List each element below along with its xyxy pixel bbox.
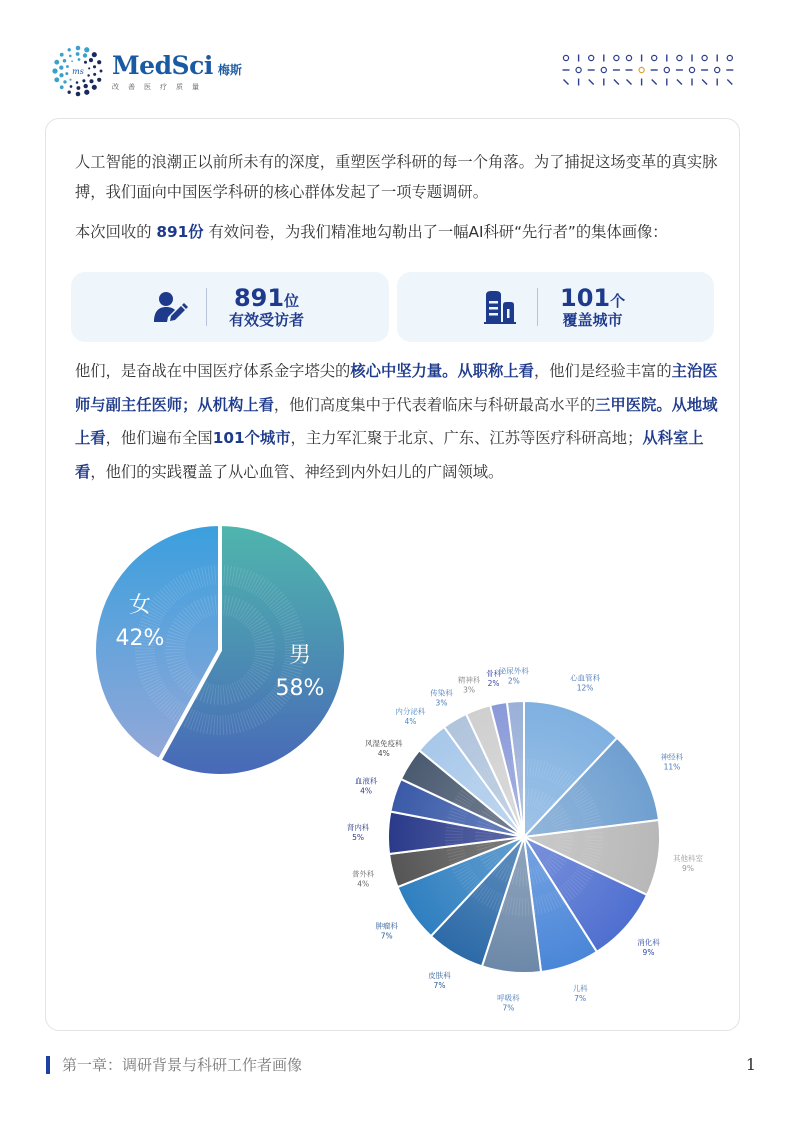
pie-percent: 9% [682,864,694,873]
department-pie-chart [330,666,730,1013]
chapter-title: 第一章：调研背景与科研工作者画像 [62,1056,303,1074]
pie-label: 消化科 [637,937,660,947]
page-header [0,0,793,110]
pie-label: 精神科 [457,675,481,685]
logo-slogan: 改善医疗质量 [112,82,208,91]
pie-percent: 5% [352,832,365,842]
stat-card-respondents: 891位 有效受访者 [71,272,389,342]
pie-label: 风湿免疫科 [365,739,403,749]
stat-label: 有效受访者 [229,311,305,329]
stat-label: 覆盖城市 [562,311,623,329]
highlight-text: 从科室上看 [75,429,704,481]
pie-percent: 12% [576,683,594,693]
highlight-text: 三甲医院。从地域上看 [75,395,718,447]
pie-label: 血液科 [354,776,378,786]
pie-label: 肿瘤科 [375,921,398,931]
user-edit-icon [151,289,187,325]
stat-number: 101 [560,284,611,312]
highlight-text: 主治医师与副主任医师；从机构上看 [75,362,718,414]
pie-percent: 42% [115,626,165,651]
binary-pattern-decoration [562,52,737,92]
pie-label: 骨科 [486,668,502,678]
pie-label: 神经科 [660,752,684,762]
highlight-text: 核心中坚力量。从职称上看 [350,362,534,380]
footer-accent-bar [46,1056,50,1074]
logo-brand-cn: 梅斯 [217,62,242,77]
pie-percent: 58% [275,676,325,701]
pie-label: 其他科室 [673,854,703,863]
pie-percent: 4% [377,749,390,759]
pie-percent: 4% [404,717,417,726]
logo-brand-en: MedSci [112,50,213,80]
stat-divider [206,288,207,326]
pie-label: 呼吸科 [497,993,520,1003]
pie-label: 普外科 [351,869,375,879]
pie-label: 男 [288,643,312,668]
gender-pie-chart [80,512,360,792]
pie-label: 皮肤科 [428,970,451,980]
pie-label: 内分泌科 [395,707,426,716]
pie-percent: 4% [360,786,373,796]
highlight-text: 101个城市 [212,429,291,447]
pie-label: 心血管科 [570,673,601,683]
pie-percent: 3% [435,698,448,708]
page-footer [46,1054,756,1076]
pie-label: 泌尿外科 [498,666,529,676]
stat-number: 891 [233,284,285,312]
building-icon [482,289,518,325]
pie-percent: 11% [663,762,681,772]
survey-count-highlight: 891份 [156,223,204,241]
pie-percent: 7% [433,980,446,990]
pie-percent: 2% [507,676,520,686]
stat-card-cities: 101个 覆盖城市 [397,272,714,342]
survey-count-paragraph: 本次回收的 891份 有效问卷，为我们精准地勾勒出了一幅AI科研“先行者”的集体画像： [75,223,668,241]
pie-percent: 7% [380,931,393,941]
pie-percent: 4% [357,879,370,889]
pie-label: 女 [128,593,152,618]
pie-percent: 7% [574,994,587,1004]
stat-divider [537,288,538,326]
pie-label: 儿科 [572,984,588,994]
profile-paragraph: 他们，是奋战在中国医疗体系金字塔尖的核心中坚力量。从职称上看，他们是经验丰富的主治医师与副主任医师；从机构上看，他们高度集中于代表着临床与科研最高水平的三甲医院。从地域上看，他们遍布全国101个城市，主力军汇聚于北京、广东、江苏等医疗科研高地；从科室上看，他们的实践覆盖了从心血管、神经到内外妇儿的广阔领域。 [75,362,718,481]
intro-paragraph: 人工智能的浪潮正以前所未有的深度，重塑医学科研的每一个角落。为了捕捉这场变革的真实脉搏，我们面向中国医学科研的核心群体发起了一项专题调研。 [75,153,718,201]
pie-percent: 7% [502,1003,515,1013]
medsci-logo [52,45,242,97]
svg-text:ms: ms [72,67,84,76]
pie-label: 肾内科 [346,822,370,832]
page-number: 1 [745,1055,756,1074]
pie-label: 传染科 [430,688,453,698]
pie-percent: 2% [487,678,500,688]
pie-percent: 9% [642,947,655,957]
pie-percent: 3% [463,685,476,695]
logo-dots-icon [52,45,104,97]
